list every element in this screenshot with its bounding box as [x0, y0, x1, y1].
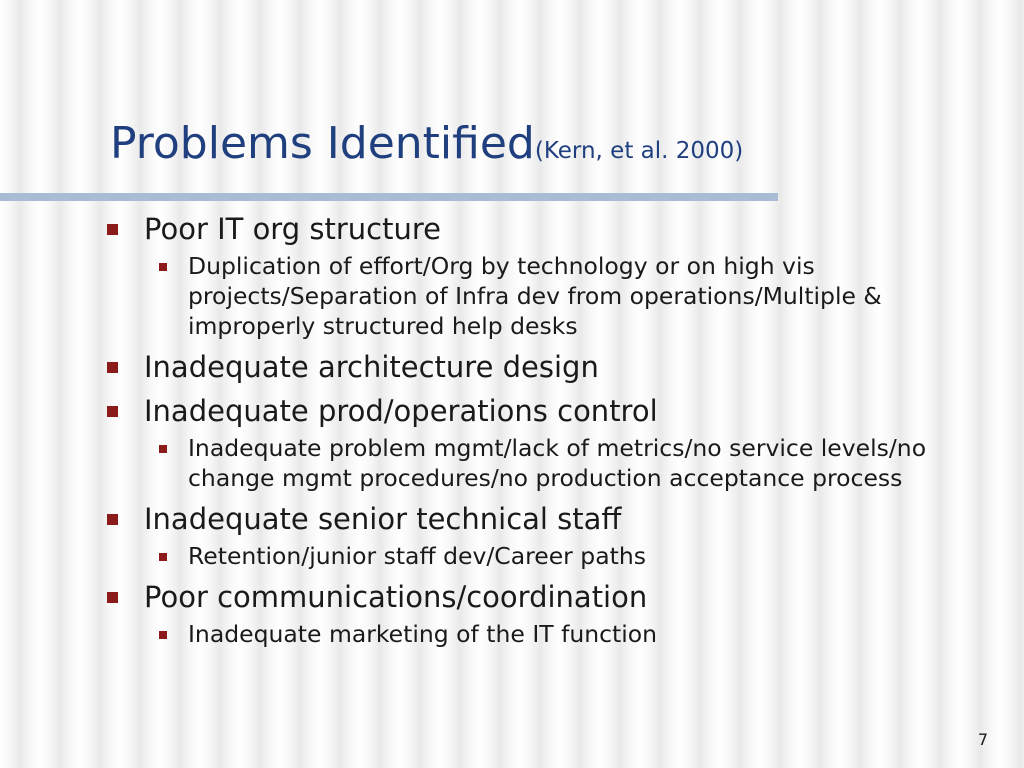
- sub-bullet-item: [0, 619, 1024, 649]
- sub-bullet-item: [0, 433, 1024, 493]
- bullet-text: Inadequate prod/operations control: [144, 394, 658, 428]
- bullet-text: Poor IT org structure: [144, 212, 441, 246]
- square-bullet-icon: [107, 224, 118, 235]
- sub-bullet-text: Inadequate marketing of the IT function: [188, 620, 658, 648]
- slide-title-citation: (Kern, et al. 2000): [534, 138, 744, 164]
- square-bullet-icon: [107, 406, 118, 417]
- square-bullet-icon: [107, 592, 118, 603]
- bullet-item: [0, 389, 1024, 433]
- square-bullet-icon: [159, 631, 167, 639]
- bullet-text: Poor communications/coordination: [144, 580, 648, 614]
- title-underline-rule: [0, 193, 778, 201]
- sub-bullet-item: [0, 251, 1024, 341]
- slide-page-number: 7: [977, 730, 988, 749]
- sub-bullet-text: Duplication of effort/Org by technology or on high vis projects/Separation of Infra dev from operations/Multiple & improperly structured help desks: [188, 252, 882, 340]
- sub-bullet-text: Inadequate problem mgmt/lack of metrics/no service levels/no change mgmt procedures/no production acceptance process: [188, 434, 927, 492]
- square-bullet-icon: [159, 445, 167, 453]
- bullet-item: [0, 575, 1024, 619]
- sub-bullet-text: Retention/junior staff dev/Career paths: [188, 542, 646, 570]
- bullet-item: [0, 207, 1024, 251]
- bullet-item: [0, 345, 1024, 389]
- bullet-text: Inadequate senior technical staff: [144, 502, 622, 536]
- square-bullet-icon: [159, 553, 167, 561]
- sub-bullet-item: [0, 541, 1024, 571]
- square-bullet-icon: [159, 263, 167, 271]
- bullet-text: Inadequate architecture design: [144, 350, 599, 384]
- slide-title-text: Problems Identified: [110, 118, 535, 169]
- square-bullet-icon: [107, 514, 118, 525]
- square-bullet-icon: [107, 362, 118, 373]
- slide-title: [110, 118, 743, 169]
- bullet-item: [0, 497, 1024, 541]
- bullet-list: [0, 207, 1024, 653]
